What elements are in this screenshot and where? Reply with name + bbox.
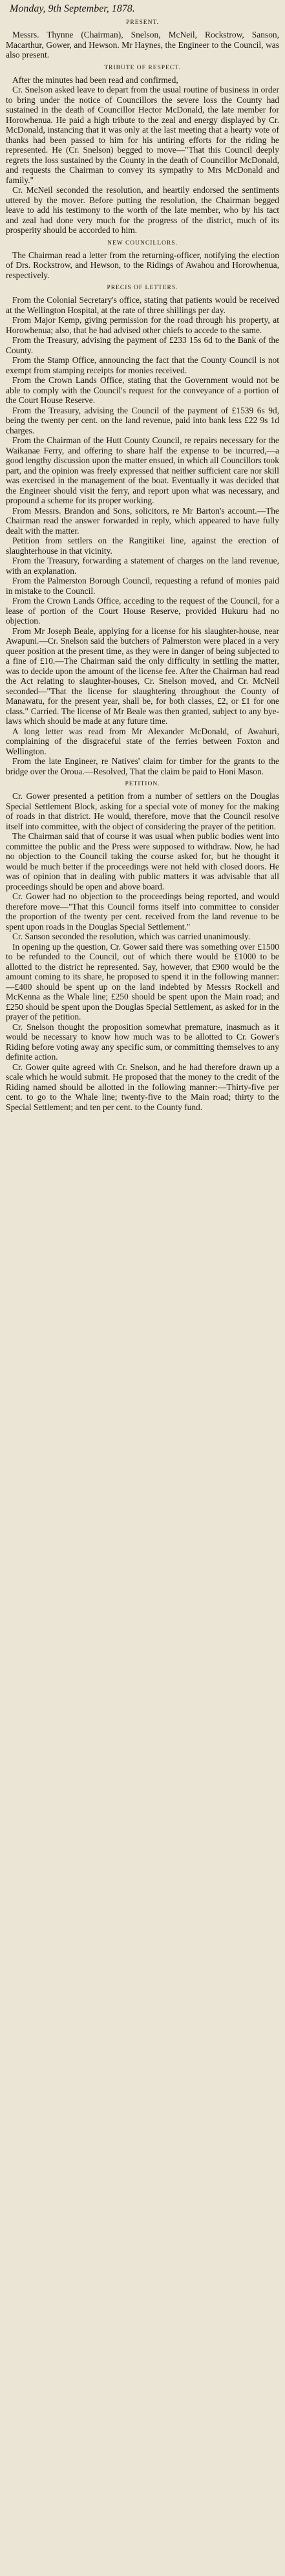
paragraph: From the Crown Lands Office, acceding to the request of the Council, for a lease of portion of the Court House Reserve, provided Hukuru had no objection. <box>6 596 279 626</box>
paragraph: From the Treasury, forwarding a statement of charges on the land revenue, with an explanation. <box>6 556 279 576</box>
paragraph: Cr. Sanson seconded the resolution, which was carried unanimously. <box>12 932 251 941</box>
paragraph: Cr. Snelson thought the proposition somewhat premature, inasmuch as it would be necessary to know how much was to be allotted to Cr. Gower's Riding before voting away any specific sum, or committing themselves to any definite action. <box>6 1021 279 1062</box>
meeting-date: Monday, 9th September, 1878. <box>10 3 135 14</box>
section-heading: PRECIS OF LETTERS. <box>107 285 178 291</box>
article-body <box>6 19 279 1112</box>
paragraph: In opening up the question, Cr. Gower said there was something over £1500 to be refunded to the Council, out of which there would be £1000 to be allotted to the district he represented. Say, however, that £900 would be the amount coming to its share, he proposed to spend it in the following manner:—£400 should be spent up on the land indebted by Messrs Rockell and McKenna as the Whale line; £250 should be spent upon the Main road; and £250 should be spent upon the Douglas Special Settlement, as asked for in the prayer of the petition. <box>6 941 279 1021</box>
paragraph: From the late Engineer, re Natives' claim for timber for the grants to the bridge over the Oroua.—Resolved, That the claim be paid to Honi Mason. <box>6 756 279 776</box>
paragraph: From the Palmerston Borough Council, requesting a refund of monies paid in mistake to the Council. <box>6 576 279 596</box>
paragraph: From the Stamp Office, announcing the fact that the County Council is not exempt from stamping receipts for monies received. <box>6 355 279 375</box>
section-heading: TRIBUTE OF RESPECT. <box>104 64 181 71</box>
paragraph: From the Treasury, advising the payment of £233 15s 6d to the Bank of the County. <box>6 335 279 355</box>
paragraph: From the Chairman of the Hutt County Council, re repairs necessary for the Waikanae Ferry, and offering to share half the expense to be incurred,—a good lengthy discussion upon the matter ensued, in which all Councillors took part, and the opinion was freely expressed that neither sufficient care nor skill was exercised in the management of the boat. Eventually it was decided that the Engineer should visit the ferry, and report upon what was necessary, and propound a scheme for its proper working. <box>6 435 279 505</box>
paragraph: Cr. Gower had no objection to the proceedings being reported, and would therefore move—"That this Council forms itself into committee to consider the proportion of the twenty per cent. received from the land revenue to be spent upon roads in the Douglas Special Settlement." <box>6 891 279 932</box>
section-heading: NEW COUNCILLORS. <box>107 239 178 246</box>
paragraph: From Mr Joseph Beale, applying for a license for his slaughter-house, near Awapuni.—Cr. Snelson said the butchers of Palmerston were placed in a very queer position at the present time, as they were in danger of being subjected to a fine of £10.—The Chairman said the only difficulty in settling the matter, was to decide upon the amount of the license fee. After the Chairman had read the Act relating to slaughter-houses, Cr. Snelson moved, and Cr. McNeil seconded—"That the license for slaughtering throughout the County of Manawatu, for the present year, shall be, for both classes, £2, or £1 for one class." Carried. The license of Mr Beale was then granted, subject to any bye-laws which should be made at any future time. <box>6 626 279 726</box>
paragraph: Petition from settlers on the Rangitikei line, against the erection of slaughterhouse in that vicinity. <box>6 536 279 556</box>
paragraph: From Messrs. Brandon and Sons, solicitors, re Mr Barton's account.—The Chairman read the answer forwarded in reply, which appeared to have fully dealt with the matter. <box>6 505 279 536</box>
paragraph: From the Treasury, advising the Council of the payment of £1539 6s 9d, being the twenty per cent. on the land revenue, paid into bank less £22 9s 1d charges. <box>6 405 279 435</box>
paragraph: The Chairman read a letter from the returning-officer, notifying the election of Drs. Rockstrow, and Hewson, to the Ridings of Awahou and Horowhenua, respectively. <box>6 250 279 280</box>
section-heading: PETITION. <box>125 781 160 787</box>
paragraph: Cr. McNeil seconded the resolution, and heartily endorsed the sentiments uttered by the mover. Before putting the resolution, the Chairman begged leave to add his testimony to the worth of the late member, who by his tact and zeal had done very much for the progress of the district, much of its prosperity should be accorded to him. <box>6 185 279 235</box>
paragraph: The Chairman said that of course it was usual when public bodies went into committee the public and the Press were supposed to withdraw. Now, he had no objection to the Council taking the course asked for, but he thought it would be much better if the proceedings were not held with closed doors. He was of opinion that in dealing with public matters it was advisable that all proceedings should be open and above board. <box>6 831 279 891</box>
dateline <box>10 3 278 15</box>
paragraph: Cr. Snelson asked leave to depart from the usual routine of business in order to bring under the notice of Councillors the severe loss the County had sustained in the death of Councillor Hector McDonald, the late member for Horowhenua. He paid a high tribute to the zeal and energy displayed by Cr. McDonald, instancing that it was only at the last meeting that a hearty vote of thanks had been passed to him for his untiring efforts for the riding he represented. He (Cr. Snelson) begged to move—"That this Council deeply regrets the loss sustained by the County in the death of Councillor McDonald, and requests the Chairman to convey its sympathy to Mrs McDonald and family." <box>6 85 279 185</box>
paragraph: Messrs. Thynne (Chairman), Snelson, McNeil, Rockstrow, Sanson, Macarthur, Gower, and Hewson. Mr Haynes, the Engineer to the Council, was also present. <box>6 30 279 60</box>
paragraph: From the Crown Lands Office, stating that the Government would not be able to comply with the Council's request for the conveyance of a portion of the Court House Reserve. <box>6 375 279 405</box>
paragraph: Cr. Gower quite agreed with Cr. Snelson, and he had therefore drawn up a scale which he would submit. He proposed that the money to the credit of the Riding named should be allotted in the following manner:—Thirty-five per cent. to go to the Whale line; twenty-five to the Main road; thirty to the Special Settlement; and ten per cent. to the County fund. <box>6 1062 279 1112</box>
paragraph: From the Colonial Secretary's office, stating that patients would be received at the Wellington Hospital, at the rate of three shillings per day. <box>6 295 279 315</box>
paragraph: A long letter was read from Mr Alexander McDonald, of Awahuri, complaining of the disgraceful state of the ferries between Foxton and Wellington. <box>6 726 279 756</box>
paragraph: Cr. Gower presented a petition from a number of settlers on the Douglas Special Settlement Block, asking for a special vote of money for the making of roads in that district. He would, therefore, move that the Council resolve itself into committee, with the object of considering the prayer of the petition. <box>6 791 279 831</box>
paragraph: From Major Kemp, giving permission for the road through his property, at Horowhenua; also, that he had advised other chiefs to accede to the same. <box>6 315 279 335</box>
section-heading: PRESENT. <box>126 19 159 26</box>
paragraph: After the minutes had been read and confirmed, <box>12 74 178 85</box>
